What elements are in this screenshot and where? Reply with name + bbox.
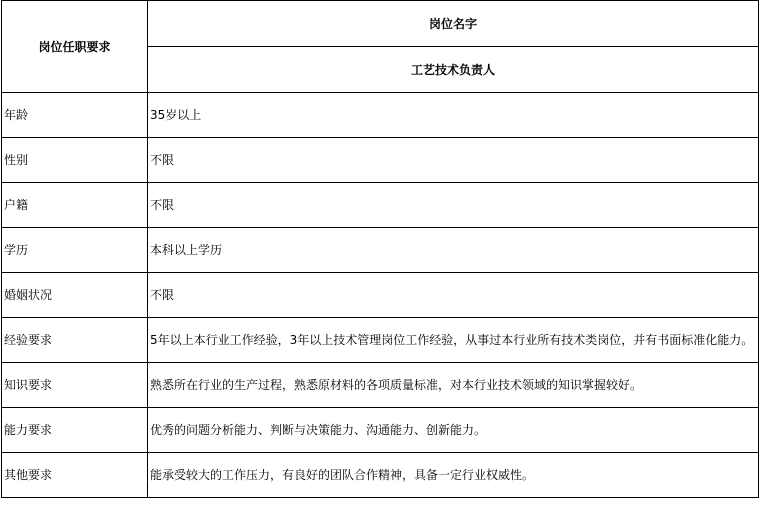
position-name-value-cell: 工艺技术负责人 bbox=[148, 47, 759, 93]
row-label: 性别 bbox=[2, 138, 148, 183]
row-label: 其他要求 bbox=[2, 453, 148, 498]
row-value: 优秀的问题分析能力、判断与决策能力、沟通能力、创新能力。 bbox=[148, 408, 759, 453]
table-row bbox=[2, 138, 759, 183]
row-value: 35岁以上 bbox=[148, 93, 759, 138]
row-value: 不限 bbox=[148, 138, 759, 183]
row-label: 婚姻状况 bbox=[2, 273, 148, 318]
row-label: 学历 bbox=[2, 228, 148, 273]
requirements-header-cell: 岗位任职要求 bbox=[2, 1, 148, 93]
row-value: 不限 bbox=[148, 273, 759, 318]
table-row bbox=[2, 93, 759, 138]
row-value: 本科以上学历 bbox=[148, 228, 759, 273]
table-row bbox=[2, 273, 759, 318]
row-value: 熟悉所在行业的生产过程，熟悉原材料的各项质量标准，对本行业技术领域的知识掌握较好。 bbox=[148, 363, 759, 408]
row-label: 经验要求 bbox=[2, 318, 148, 363]
row-value: 5年以上本行业工作经验，3年以上技术管理岗位工作经验，从事过本行业所有技术类岗位，并有书面标准化能力。 bbox=[148, 318, 759, 363]
table-row bbox=[2, 408, 759, 453]
job-requirements-table bbox=[1, 0, 759, 498]
table-row bbox=[2, 183, 759, 228]
row-label: 能力要求 bbox=[2, 408, 148, 453]
table-row bbox=[2, 318, 759, 363]
row-label: 年龄 bbox=[2, 93, 148, 138]
table-row bbox=[2, 453, 759, 498]
table-row bbox=[2, 228, 759, 273]
row-label: 户籍 bbox=[2, 183, 148, 228]
row-value: 能承受较大的工作压力，有良好的团队合作精神，具备一定行业权威性。 bbox=[148, 453, 759, 498]
table-row bbox=[2, 363, 759, 408]
row-label: 知识要求 bbox=[2, 363, 148, 408]
position-name-header-cell: 岗位名字 bbox=[148, 1, 759, 47]
row-value: 不限 bbox=[148, 183, 759, 228]
